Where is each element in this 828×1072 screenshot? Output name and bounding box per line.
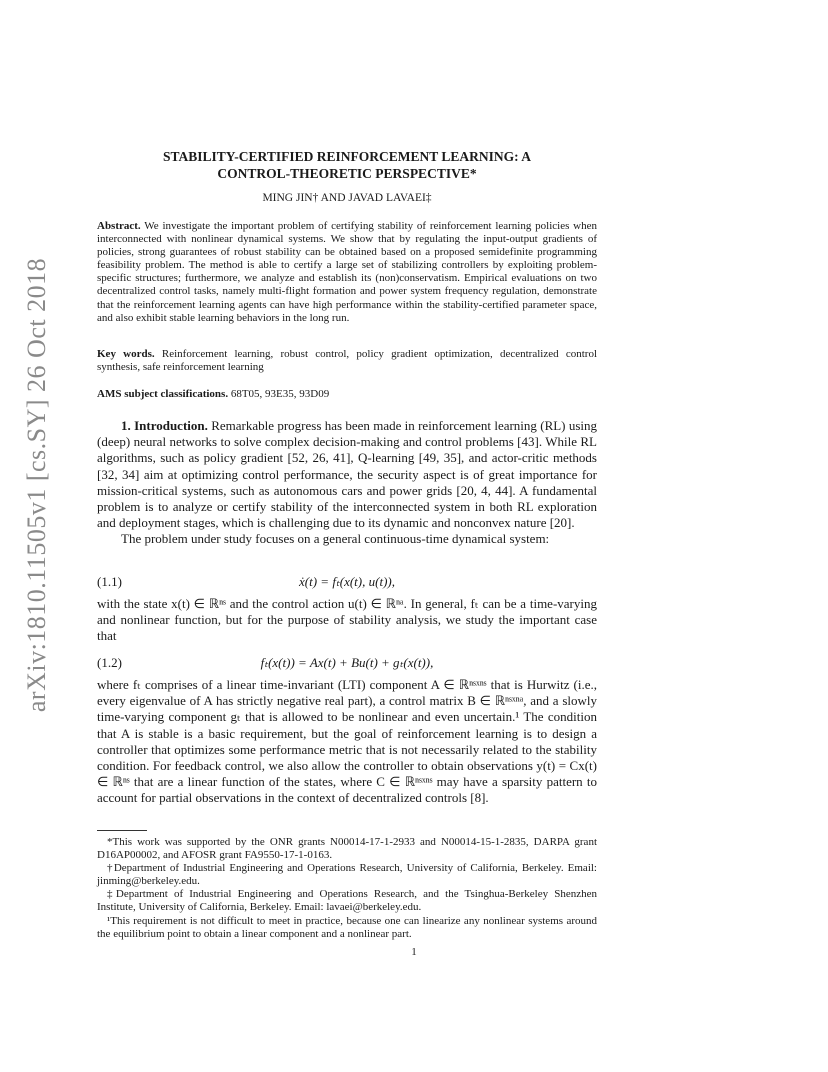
arxiv-sidebar-stamp	[20, 257, 54, 713]
footnote-author-2: ‡Department of Industrial Engineering and Operations Research, and the Tsinghua-Berkeley Shenzhen Institute, University of California, Berkeley. Email: lavaei@berkeley.edu.	[97, 888, 597, 914]
keywords-text: Reinforcement learning, robust control, policy gradient optimization, decentralized control synthesis, safe reinforcement learning	[97, 348, 597, 374]
footnotes	[97, 836, 597, 941]
equation-math: fₜ(x(t)) = Ax(t) + Bu(t) + gₜ(x(t)),	[260, 655, 434, 670]
ams-text: 68T05, 93E35, 93D09	[230, 388, 330, 400]
title-line-2: CONTROL-THEORETIC PERSPECTIVE*	[217, 166, 477, 181]
footnote-rule	[97, 830, 147, 831]
keywords	[97, 348, 597, 374]
equation-number: (1.1)	[97, 574, 122, 589]
intro-paragraph-1: Remarkable progress has been made in reinforcement learning (RL) using (deep) neural networks to solve complex decision-making and control problems [43]. While RL algorithms, such as policy gradient [52, 26, 41], Q-learning [49, 35], and actor-critic methods [32, 34] aim at optimizing control performance, the security aspect is of great importance for mission-critical systems, such as autonomous cars and power grids [20, 4, 44]. A fundamental problem is to analyze or certify stability of the interconnected system in both RL exploration and deployment stages, which is challenging due to its dynamic and nonconvex nature [20].	[97, 418, 597, 531]
footnote-author-1: †Department of Industrial Engineering and Operations Research, University of California, Berkeley. Email: jinming@berkeley.edu.	[97, 862, 597, 888]
ams-label: AMS subject classifications.	[97, 388, 229, 400]
title-line-1: STABILITY-CERTIFIED REINFORCEMENT LEARNING: A	[163, 149, 531, 164]
page-number: 1	[411, 946, 417, 958]
ams-classifications	[97, 388, 597, 401]
paragraph-after-eq2: where fₜ comprises of a linear time-invariant (LTI) component A ∈ ℝⁿˢˣⁿˢ that is Hurwitz (i.e., every eigenvalue of A has strictly negative real part), a control matrix B ∈ ℝⁿˢˣⁿᵃ, and a slowly time-varying component gₜ that is allowed to be nonlinear and even uncertain.¹ The condition that A is stable is a basic requirement, but the goal of reinforcement learning is to design a controller that optimizes some performance metric that is not necessarily related to the stability condition. For feedback control, we also allow the controller to obtain observations y(t) = Cx(t) ∈ ℝⁿˢ that are a linear function of the states, where C ∈ ℝⁿˢˣⁿˢ may have a sparsity pattern to account for partial observations in the context of decentralized controls [8].	[97, 677, 597, 806]
equation-math: ẋ(t) = fₜ(x(t), u(t)),	[299, 574, 395, 589]
authors: MING JIN† AND JAVAD LAVAEI‡	[262, 192, 432, 204]
paper-title	[97, 148, 597, 182]
keywords-label: Key words.	[97, 348, 155, 360]
intro-paragraph-2: The problem under study focuses on a general continuous-time dynamical system:	[121, 531, 550, 547]
abstract-text: We investigate the important problem of certifying stability of reinforcement learning policies when interconnected with nonlinear dynamical systems. We show that by regulating the input-output gradients of policies, strong guarantees of robust stability can be obtained based on a proposed semidefinite programming feasibility problem. The method is able to certify a large set of stabilizing controllers by exploiting problem-specific structures; furthermore, we analyze and establish its (non)conservatism. Empirical evaluations on two decentralized control tasks, namely multi-flight formation and power system frequency regulation, demonstrate that the reinforcement learning agents can have high performance within the stability-certified parameter space, and also exhibit stable learning behaviors in the long run.	[97, 220, 597, 324]
introduction-section	[97, 418, 597, 548]
paragraph-after-eq1: with the state x(t) ∈ ℝⁿˢ and the control action u(t) ∈ ℝⁿᵃ. In general, fₜ can be a time-varying and nonlinear function, but for the purpose of stability analysis, we study the important case that	[97, 596, 597, 644]
abstract-label: Abstract.	[97, 220, 141, 232]
footnote-funding: *This work was supported by the ONR grants N00014-17-1-2933 and N00014-15-1-2835, DARPA grant D16AP00002, and AFOSR grant FA9550-17-1-0163.	[97, 836, 597, 862]
equation-number: (1.2)	[97, 655, 122, 670]
abstract	[97, 220, 597, 325]
footnote-1: ¹This requirement is not difficult to meet in practice, because one can linearize any nonlinear systems around the equilibrium point to obtain a linear component and a nonlinear part.	[97, 914, 597, 940]
arxiv-identifier: arXiv:1810.11505v1 [cs.SY] 26 Oct 2018	[22, 257, 51, 713]
section-heading: 1. Introduction.	[121, 418, 208, 433]
